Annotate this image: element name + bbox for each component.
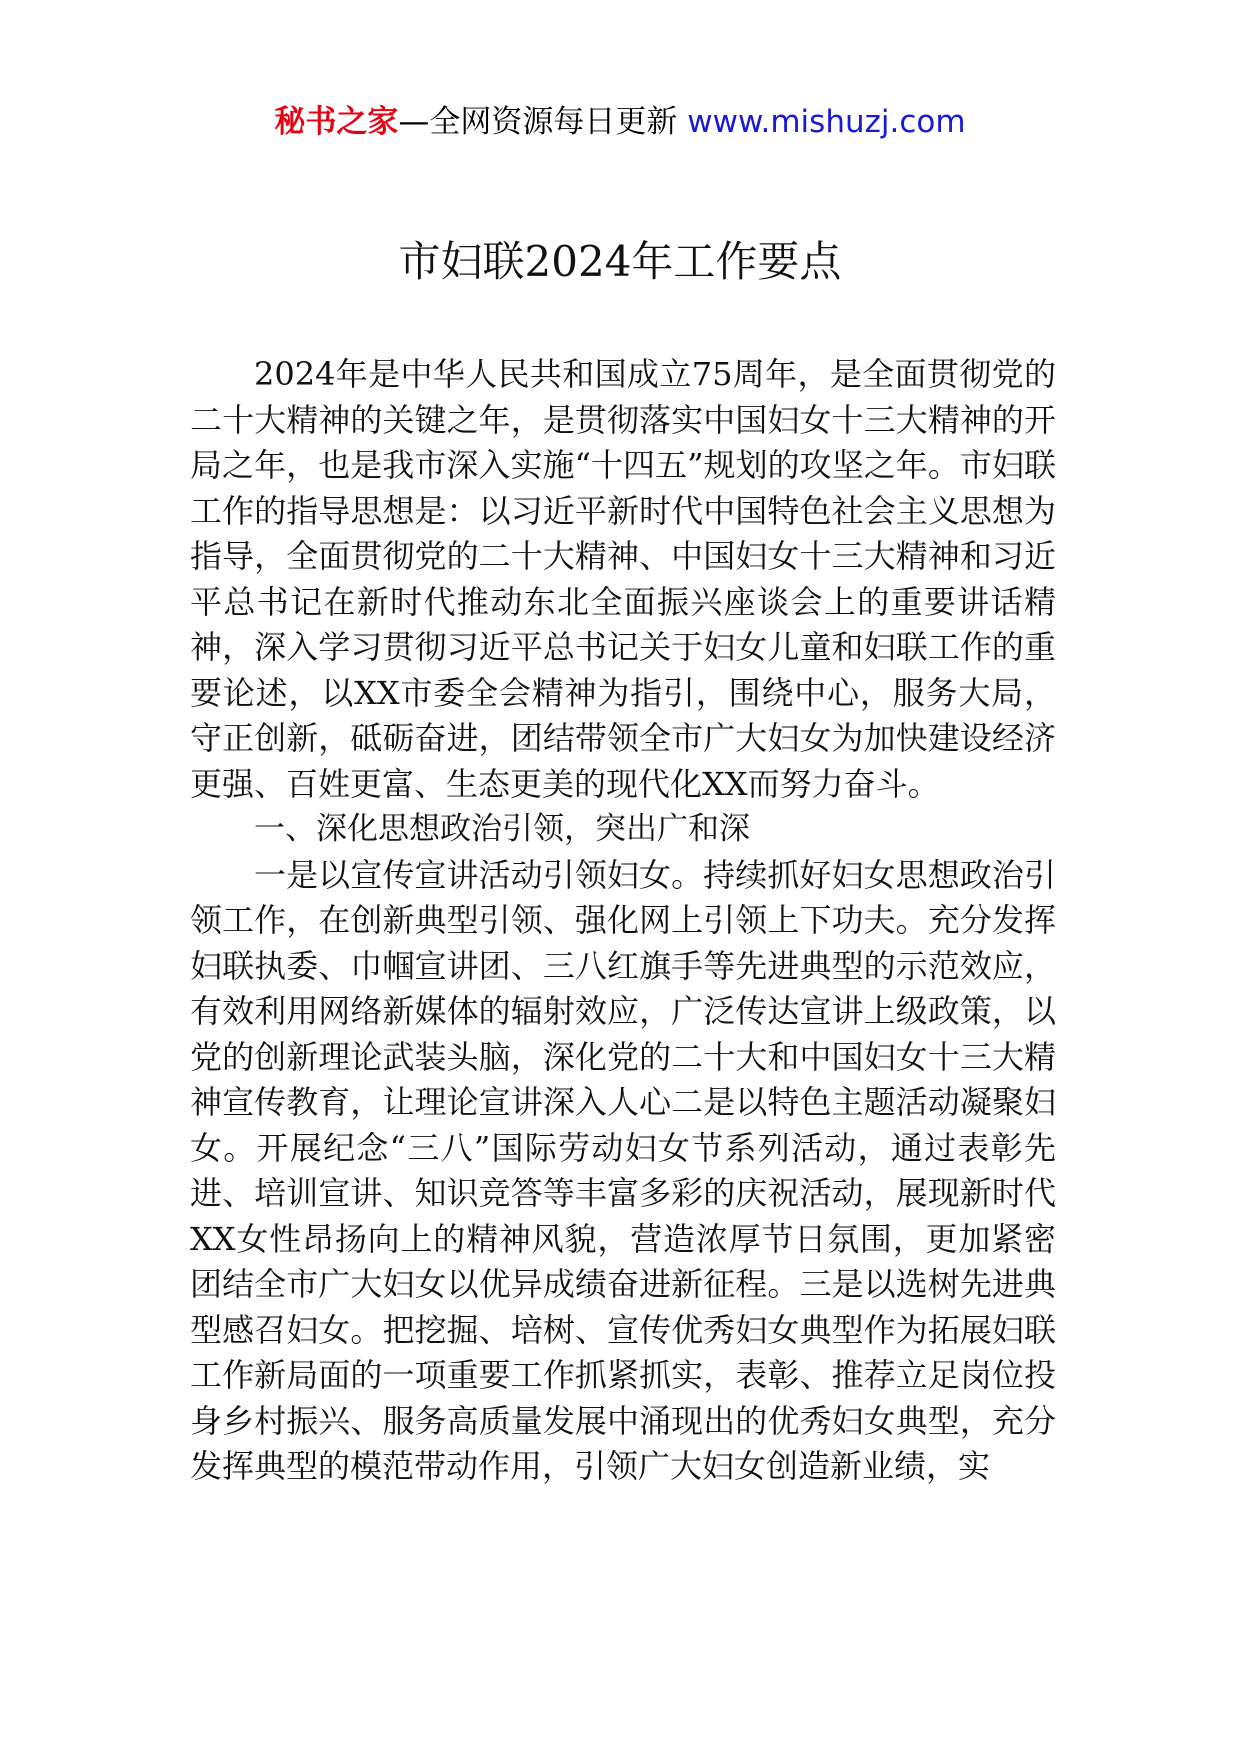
- section-paragraph: 一是以宣传宣讲活动引领妇女。持续抓好妇女思想政治引领工作，在创新典型引领、强化网上引领上下功夫。充分发挥妇联执委、巾帼宣讲团、三八红旗手等先进典型的示范效应，有效利用网络新媒体的辐射效应，广泛传达宣讲上级政策，以党的创新理论武装头脑，深化党的二十大和中国妇女十三大精神宣传教育，让理论宣讲深入人心二是以特色主题活动凝聚妇女。开展纪念“三八”国际劳动妇女节系列活动，通过表彰先进、培训宣讲、知识竞答等丰富多彩的庆祝活动，展现新时代XX女性昂扬向上的精神风貌，营造浓厚节日氛围，更加紧密团结全市广大妇女以优异成绩奋进新征程。三是以选树先进典型感召妇女。把挖掘、培树、宣传优秀妇女典型作为拓展妇联工作新局面的一项重要工作抓紧抓实，表彰、推荐立足岗位投身乡村振兴、服务高质量发展中涌现出的优秀妇女典型，充分发挥典型的模范带动作用，引领广大妇女创造新业绩，实: [190, 855, 1056, 1485]
- site-slogan: —全网资源每日更新: [398, 104, 688, 140]
- site-url-link[interactable]: www.mishuzj.com: [687, 104, 966, 140]
- document-title: 市妇联2024年工作要点: [398, 237, 842, 286]
- site-header: [0, 100, 1240, 144]
- document-body: [190, 352, 1056, 1490]
- site-brand: 秘书之家: [274, 104, 399, 140]
- section-heading: 一、深化思想政治引领，突出广和深: [254, 811, 750, 847]
- intro-paragraph: 2024年是中华人民共和国成立75周年，是全面贯彻党的二十大精神的关键之年，是贯彻落实中国妇女十三大精神的开局之年，也是我市深入实施“十四五”规划的攻坚之年。市妇联工作的指导思想是：以习近平新时代中国特色社会主义思想为指导，全面贯彻党的二十大精神、中国妇女十三大精神和习近平总书记在新时代推动东北全面振兴座谈会上的重要讲话精神，深入学习贯彻习近平总书记关于妇女儿童和妇联工作的重要论述，以XX市委全会精神为指引，围绕中心，服务大局，守正创新，砥砺奋进，团结带领全市广大妇女为加快建设经济更强、百姓更富、生态更美的现代化XX而努力奋斗。: [190, 355, 1056, 803]
